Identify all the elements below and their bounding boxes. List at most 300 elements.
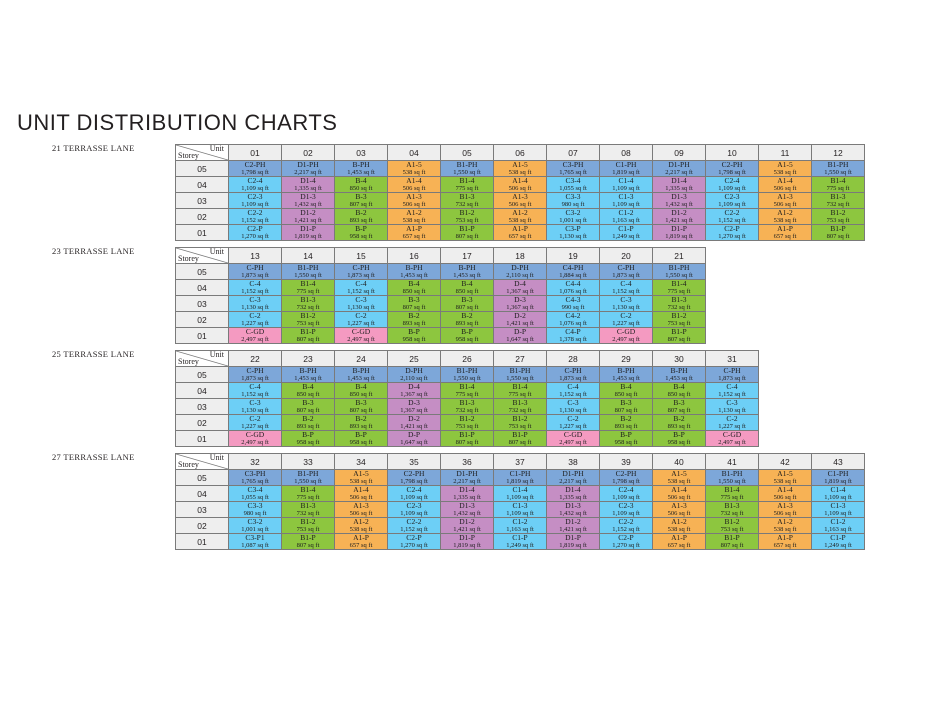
unit-header-row [176, 145, 865, 161]
unit-type: B-2 [620, 414, 632, 424]
unit-size: 807 sq ft [720, 541, 744, 549]
unit-size: 807 sq ft [826, 232, 850, 240]
unit-type: D1-PH [456, 469, 478, 479]
unit-size: 1,550 sq ft [453, 374, 481, 382]
unit-cell [600, 193, 653, 209]
unit-type: A1-5 [353, 469, 369, 479]
unit-type: B1-P [300, 327, 316, 337]
unit-size: 1,109 sq ft [612, 200, 640, 208]
unit-size: 1,550 sq ft [294, 271, 322, 279]
unit-number: 32 [229, 454, 282, 470]
unit-cell [229, 209, 282, 225]
unit-type: A1-P [406, 224, 422, 234]
unit-number: 12 [812, 145, 865, 161]
distribution-table [175, 350, 759, 447]
unit-size: 1,152 sq ft [718, 390, 746, 398]
unit-type: D1-P [565, 533, 581, 543]
unit-cell [547, 280, 600, 296]
unit-type: B-P [355, 224, 367, 234]
unit-size: 1,873 sq ft [718, 374, 746, 382]
unit-type: D-P [407, 430, 421, 440]
unit-type: B1-P [724, 533, 740, 543]
unit-cell [441, 518, 494, 534]
unit-size: 1,647 sq ft [400, 438, 428, 446]
unit-cell [706, 470, 759, 486]
unit-size: 753 sq ft [826, 216, 850, 224]
unit-type: D1-2 [671, 208, 687, 218]
unit-size: 1,421 sq ft [400, 422, 428, 430]
unit-type: C-GD [351, 327, 371, 337]
unit-type: D-2 [514, 311, 526, 321]
unit-type: B1-2 [671, 311, 687, 321]
unit-size: 807 sq ft [667, 406, 691, 414]
unit-size: 775 sq ft [455, 390, 479, 398]
unit-type: C2-4 [247, 176, 263, 186]
unit-cell [653, 518, 706, 534]
unit-cell [600, 161, 653, 177]
unit-cell [653, 383, 706, 399]
unit-type: D-3 [514, 295, 526, 305]
unit-size: 1,798 sq ft [400, 477, 428, 485]
distribution-table [175, 247, 706, 344]
unit-size: 980 sq ft [243, 509, 267, 517]
unit-cell [706, 486, 759, 502]
unit-size: 1,453 sq ft [294, 374, 322, 382]
unit-type: A1-P [512, 224, 528, 234]
unit-type: B1-2 [459, 414, 475, 424]
unit-type: C-2 [620, 311, 632, 321]
unit-size: 1,130 sq ft [612, 303, 640, 311]
unit-type: C-4 [355, 279, 367, 289]
unit-type: C1-2 [512, 517, 528, 527]
unit-size: 506 sq ft [402, 184, 426, 192]
unit-type: B1-4 [459, 382, 475, 392]
unit-label: Unit [209, 453, 224, 462]
unit-cell [706, 518, 759, 534]
unit-cell [335, 225, 388, 241]
storey-number: 04 [176, 177, 229, 193]
unit-size: 753 sq ft [667, 319, 691, 327]
unit-cell [653, 415, 706, 431]
storey-number: 05 [176, 161, 229, 177]
unit-cell [547, 486, 600, 502]
storey-row [176, 177, 865, 193]
unit-size: 657 sq ft [349, 541, 373, 549]
unit-size: 1,152 sq ft [241, 390, 269, 398]
unit-type: D1-3 [671, 192, 687, 202]
unit-cell [388, 470, 441, 486]
unit-type: A1-P [353, 533, 369, 543]
unit-type: B-3 [408, 295, 420, 305]
unit-cell [441, 534, 494, 550]
unit-size: 1,453 sq ft [347, 168, 375, 176]
storey-row [176, 399, 759, 415]
unit-size: 1,152 sq ft [718, 216, 746, 224]
unit-type: B1-P [512, 430, 528, 440]
unit-type: B1-PH [721, 469, 743, 479]
unit-cell [441, 486, 494, 502]
unit-cell [706, 177, 759, 193]
unit-size: 506 sq ft [402, 200, 426, 208]
unit-type: B-4 [355, 176, 367, 186]
unit-cell [282, 502, 335, 518]
unit-type: C-GD [245, 327, 265, 337]
unit-cell [706, 534, 759, 550]
unit-size: 1,130 sq ft [241, 406, 269, 414]
unit-cell [441, 193, 494, 209]
unit-cell [759, 534, 812, 550]
unit-type: D1-3 [459, 501, 475, 511]
unit-type: B1-PH [827, 160, 849, 170]
unit-cell [494, 534, 547, 550]
unit-type: B-4 [620, 382, 632, 392]
unit-number: 30 [653, 351, 706, 367]
unit-size: 1,873 sq ft [612, 271, 640, 279]
unit-cell [229, 296, 282, 312]
unit-number: 23 [282, 351, 335, 367]
unit-type: D1-PH [562, 469, 584, 479]
unit-cell [547, 264, 600, 280]
unit-size: 807 sq ft [667, 335, 691, 343]
unit-type: B-4 [461, 279, 473, 289]
unit-number: 39 [600, 454, 653, 470]
unit-cell [494, 383, 547, 399]
unit-header-row [176, 248, 706, 264]
unit-type: B1-2 [830, 208, 846, 218]
storey-number: 01 [176, 225, 229, 241]
unit-cell [229, 415, 282, 431]
unit-type: D1-3 [300, 192, 316, 202]
unit-cell [494, 399, 547, 415]
unit-cell [335, 209, 388, 225]
storey-row [176, 161, 865, 177]
unit-type: A1-4 [512, 176, 528, 186]
unit-type: B1-3 [459, 192, 475, 202]
unit-size: 538 sq ft [773, 477, 797, 485]
unit-cell [706, 431, 759, 447]
unit-size: 506 sq ft [773, 200, 797, 208]
unit-type: B1-PH [456, 160, 478, 170]
unit-type: C-3 [355, 295, 367, 305]
unit-type: C-2 [249, 414, 261, 424]
storey-row [176, 486, 865, 502]
unit-type: B-4 [302, 382, 314, 392]
unit-cell [547, 470, 600, 486]
unit-type: B-2 [355, 208, 367, 218]
unit-number: 13 [229, 248, 282, 264]
unit-size: 958 sq ft [667, 438, 691, 446]
unit-size: 657 sq ft [773, 541, 797, 549]
unit-type: B1-PH [456, 366, 478, 376]
block-label: 25 TERRASSE LANE [52, 349, 135, 359]
unit-cell [441, 367, 494, 383]
unit-cell [547, 534, 600, 550]
unit-type: C2-P [618, 533, 634, 543]
storey-row [176, 518, 865, 534]
unit-type: B1-PH [668, 263, 690, 273]
unit-type: B1-4 [300, 485, 316, 495]
unit-number: 28 [547, 351, 600, 367]
unit-cell [494, 280, 547, 296]
unit-cell [335, 367, 388, 383]
unit-type: C2-3 [247, 192, 263, 202]
unit-type: B1-4 [459, 176, 475, 186]
unit-type: B1-3 [671, 295, 687, 305]
unit-cell [494, 367, 547, 383]
unit-size: 1,087 sq ft [241, 541, 269, 549]
unit-size: 1,270 sq ft [400, 541, 428, 549]
unit-type: D1-P [300, 224, 316, 234]
unit-storey-corner [176, 248, 229, 264]
unit-size: 1,001 sq ft [241, 525, 269, 533]
unit-cell [494, 312, 547, 328]
unit-size: 1,270 sq ft [241, 232, 269, 240]
unit-cell [335, 312, 388, 328]
unit-size: 1,550 sq ft [665, 271, 693, 279]
unit-type: A1-2 [512, 208, 528, 218]
unit-cell [229, 486, 282, 502]
unit-type: C1-P [618, 224, 634, 234]
unit-cell [282, 296, 335, 312]
unit-cell [335, 486, 388, 502]
unit-cell [759, 193, 812, 209]
unit-cell [547, 312, 600, 328]
storey-number: 05 [176, 367, 229, 383]
unit-type: B-4 [673, 382, 685, 392]
unit-cell [759, 225, 812, 241]
unit-cell [441, 415, 494, 431]
unit-cell [600, 367, 653, 383]
unit-type: C3-2 [247, 517, 263, 527]
unit-cell [388, 534, 441, 550]
unit-number: 34 [335, 454, 388, 470]
unit-number: 15 [335, 248, 388, 264]
unit-type: C2-2 [247, 208, 263, 218]
unit-type: B-4 [408, 279, 420, 289]
unit-cell [335, 161, 388, 177]
unit-size: 1,076 sq ft [559, 287, 587, 295]
unit-type: D-3 [408, 398, 420, 408]
unit-size: 2,110 sq ft [400, 374, 428, 382]
unit-size: 1,453 sq ft [665, 374, 693, 382]
unit-type: C1-4 [618, 176, 634, 186]
unit-type: C2-2 [618, 517, 634, 527]
unit-size: 506 sq ft [508, 200, 532, 208]
unit-type: C1-3 [618, 192, 634, 202]
unit-size: 506 sq ft [773, 493, 797, 501]
unit-cell [335, 193, 388, 209]
unit-cell [706, 193, 759, 209]
unit-size: 753 sq ft [720, 525, 744, 533]
unit-type: C-GD [245, 430, 265, 440]
unit-size: 775 sq ft [720, 493, 744, 501]
unit-label: Unit [209, 144, 224, 153]
unit-type: C1-P [830, 533, 846, 543]
unit-number: 19 [547, 248, 600, 264]
unit-cell [547, 502, 600, 518]
unit-cell [388, 367, 441, 383]
unit-cell [282, 534, 335, 550]
block-label: 21 TERRASSE LANE [52, 143, 135, 153]
unit-size: 538 sq ft [773, 525, 797, 533]
unit-cell [812, 486, 865, 502]
unit-type: B1-3 [830, 192, 846, 202]
unit-cell [547, 518, 600, 534]
unit-size: 538 sq ft [667, 525, 691, 533]
unit-size: 506 sq ft [508, 184, 532, 192]
unit-cell [600, 296, 653, 312]
unit-size: 753 sq ft [455, 216, 479, 224]
unit-type: B-2 [302, 414, 314, 424]
unit-type: B-PH [617, 366, 635, 376]
unit-size: 1,109 sq ft [718, 184, 746, 192]
unit-size: 1,152 sq ft [347, 287, 375, 295]
unit-size: 1,109 sq ft [824, 493, 852, 501]
unit-storey-corner [176, 454, 229, 470]
unit-size: 2,497 sq ft [347, 335, 375, 343]
unit-cell [600, 312, 653, 328]
unit-cell [282, 399, 335, 415]
unit-cell [812, 161, 865, 177]
unit-size: 1,819 sq ft [612, 168, 640, 176]
unit-type: C3-4 [565, 176, 581, 186]
unit-size: 1,421 sq ft [453, 525, 481, 533]
unit-cell [653, 312, 706, 328]
unit-size: 1,109 sq ft [400, 493, 428, 501]
unit-size: 775 sq ft [508, 390, 532, 398]
unit-type: C1-P [512, 533, 528, 543]
unit-cell [653, 367, 706, 383]
unit-cell [706, 367, 759, 383]
unit-size: 506 sq ft [773, 509, 797, 517]
unit-cell [441, 177, 494, 193]
unit-type: A1-4 [671, 485, 687, 495]
unit-cell [335, 383, 388, 399]
unit-type: C1-PH [827, 469, 849, 479]
storey-number: 03 [176, 399, 229, 415]
unit-cell [335, 415, 388, 431]
unit-cell [441, 312, 494, 328]
unit-type: C-2 [249, 311, 261, 321]
unit-size: 1,432 sq ft [453, 509, 481, 517]
unit-type: C1-3 [512, 501, 528, 511]
unit-type: C2-4 [618, 485, 634, 495]
unit-type: C-GD [722, 430, 742, 440]
unit-size: 538 sq ft [402, 216, 426, 224]
unit-type: C1-4 [830, 485, 846, 495]
unit-type: B1-2 [459, 208, 475, 218]
unit-size: 1,378 sq ft [559, 335, 587, 343]
storey-number: 03 [176, 502, 229, 518]
unit-type: B-PH [352, 366, 370, 376]
unit-number: 24 [335, 351, 388, 367]
unit-size: 1,819 sq ft [824, 477, 852, 485]
unit-type: A1-3 [777, 192, 793, 202]
unit-type: C3-PH [244, 469, 266, 479]
unit-cell [441, 209, 494, 225]
unit-cell [653, 534, 706, 550]
unit-type: B-3 [620, 398, 632, 408]
unit-type: C-3 [249, 295, 261, 305]
unit-size: 807 sq ft [455, 232, 479, 240]
unit-type: B1-4 [671, 279, 687, 289]
unit-cell [759, 470, 812, 486]
unit-cell [388, 296, 441, 312]
unit-type: B-4 [355, 382, 367, 392]
unit-cell [600, 225, 653, 241]
storey-row [176, 312, 706, 328]
unit-size: 1,109 sq ft [506, 509, 534, 517]
unit-size: 1,152 sq ft [400, 525, 428, 533]
unit-cell [494, 161, 547, 177]
unit-size: 1,249 sq ft [612, 232, 640, 240]
unit-type: C-2 [567, 414, 579, 424]
unit-type: D-PH [511, 263, 529, 273]
unit-type: A1-4 [353, 485, 369, 495]
storey-row [176, 296, 706, 312]
unit-size: 1,421 sq ft [294, 216, 322, 224]
unit-type: B1-4 [300, 279, 316, 289]
unit-size: 958 sq ft [349, 232, 373, 240]
unit-type: D1-4 [300, 176, 316, 186]
unit-size: 775 sq ft [296, 493, 320, 501]
unit-size: 732 sq ft [826, 200, 850, 208]
unit-cell [653, 296, 706, 312]
unit-label: Unit [209, 247, 224, 256]
unit-type: B1-3 [459, 398, 475, 408]
unit-cell [759, 486, 812, 502]
unit-size: 1,130 sq ft [347, 303, 375, 311]
unit-size: 2,110 sq ft [506, 271, 534, 279]
unit-size: 958 sq ft [455, 335, 479, 343]
unit-size: 1,055 sq ft [241, 493, 269, 501]
unit-cell [441, 470, 494, 486]
unit-cell [547, 415, 600, 431]
unit-size: 1,152 sq ft [241, 287, 269, 295]
unit-size: 850 sq ft [402, 287, 426, 295]
unit-type: C3-P1 [245, 533, 265, 543]
unit-cell [229, 399, 282, 415]
storey-label: Storey [178, 460, 199, 469]
unit-type: C4-PH [562, 263, 584, 273]
unit-size: 1,335 sq ft [665, 184, 693, 192]
unit-cell [547, 367, 600, 383]
unit-cell [335, 177, 388, 193]
unit-number: 36 [441, 454, 494, 470]
unit-type: B1-4 [830, 176, 846, 186]
unit-cell [759, 518, 812, 534]
unit-type: C4-P [565, 327, 581, 337]
unit-size: 753 sq ft [296, 525, 320, 533]
unit-type: C3-3 [565, 192, 581, 202]
unit-size: 1,152 sq ft [612, 525, 640, 533]
storey-number: 05 [176, 264, 229, 280]
unit-type: C2-4 [406, 485, 422, 495]
unit-cell [282, 383, 335, 399]
unit-size: 775 sq ft [296, 287, 320, 295]
unit-size: 1,421 sq ft [665, 216, 693, 224]
unit-size: 538 sq ft [773, 216, 797, 224]
unit-type: A1-2 [671, 517, 687, 527]
unit-cell [388, 209, 441, 225]
unit-storey-corner [176, 351, 229, 367]
unit-cell [388, 431, 441, 447]
unit-type: C1-3 [830, 501, 846, 511]
unit-cell [547, 209, 600, 225]
unit-size: 1,873 sq ft [559, 374, 587, 382]
unit-type: A1-2 [777, 208, 793, 218]
unit-type: B1-2 [512, 414, 528, 424]
